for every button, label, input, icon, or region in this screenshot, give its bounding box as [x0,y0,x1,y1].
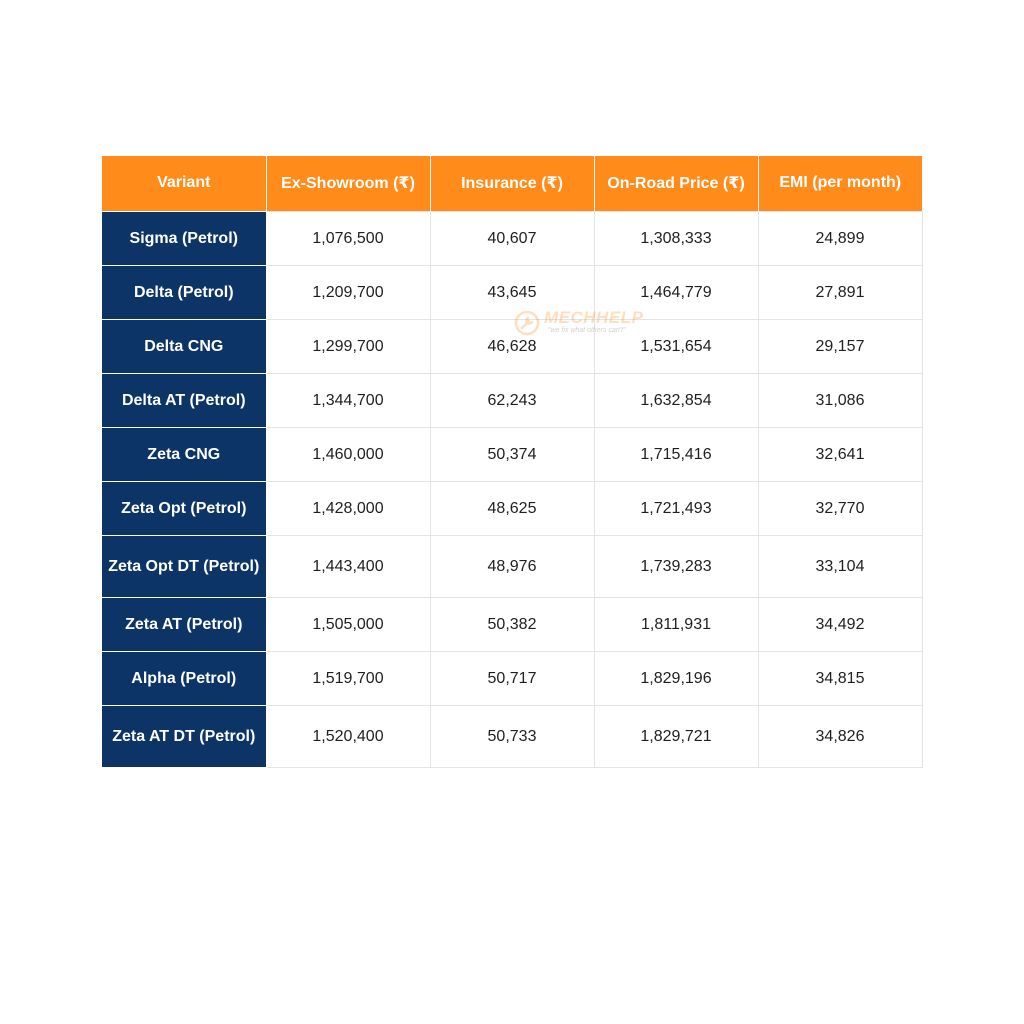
variant-cell: Delta AT (Petrol) [102,373,266,427]
ex-showroom-cell: 1,460,000 [266,427,430,481]
table-row [102,373,922,427]
table-row [102,319,922,373]
ex-showroom-cell: 1,299,700 [266,319,430,373]
insurance-cell: 46,628 [430,319,594,373]
on-road-price-cell: 1,739,283 [594,535,758,597]
table-row [102,427,922,481]
header-insurance: Insurance (₹) [430,156,594,211]
on-road-price-cell: 1,715,416 [594,427,758,481]
on-road-price-cell: 1,829,196 [594,651,758,705]
ex-showroom-cell: 1,076,500 [266,211,430,265]
variant-cell: Zeta Opt (Petrol) [102,481,266,535]
insurance-cell: 43,645 [430,265,594,319]
on-road-price-cell: 1,811,931 [594,597,758,651]
table-row [102,211,922,265]
table-row [102,597,922,651]
table-row [102,265,922,319]
variant-cell: Zeta AT DT (Petrol) [102,705,266,767]
emi-cell: 29,157 [758,319,922,373]
emi-cell: 34,492 [758,597,922,651]
insurance-cell: 50,733 [430,705,594,767]
variant-cell: Zeta CNG [102,427,266,481]
price-table [102,156,923,768]
table-row [102,535,922,597]
emi-cell: 34,815 [758,651,922,705]
insurance-cell: 50,374 [430,427,594,481]
emi-cell: 32,641 [758,427,922,481]
on-road-price-cell: 1,721,493 [594,481,758,535]
emi-cell: 33,104 [758,535,922,597]
header-emi: EMI (per month) [758,156,922,211]
insurance-cell: 50,382 [430,597,594,651]
on-road-price-cell: 1,531,654 [594,319,758,373]
header-row [102,156,922,211]
emi-cell: 31,086 [758,373,922,427]
ex-showroom-cell: 1,443,400 [266,535,430,597]
header-on-road-price: On-Road Price (₹) [594,156,758,211]
ex-showroom-cell: 1,520,400 [266,705,430,767]
variant-cell: Alpha (Petrol) [102,651,266,705]
table-row [102,705,922,767]
emi-cell: 24,899 [758,211,922,265]
table-row [102,651,922,705]
insurance-cell: 48,976 [430,535,594,597]
ex-showroom-cell: 1,209,700 [266,265,430,319]
table-row [102,481,922,535]
variant-cell: Zeta AT (Petrol) [102,597,266,651]
header-ex-showroom: Ex-Showroom (₹) [266,156,430,211]
on-road-price-cell: 1,632,854 [594,373,758,427]
insurance-cell: 40,607 [430,211,594,265]
variant-cell: Delta CNG [102,319,266,373]
on-road-price-cell: 1,829,721 [594,705,758,767]
on-road-price-cell: 1,464,779 [594,265,758,319]
on-road-price-cell: 1,308,333 [594,211,758,265]
variant-cell: Zeta Opt DT (Petrol) [102,535,266,597]
variant-cell: Delta (Petrol) [102,265,266,319]
ex-showroom-cell: 1,344,700 [266,373,430,427]
emi-cell: 32,770 [758,481,922,535]
ex-showroom-cell: 1,519,700 [266,651,430,705]
emi-cell: 27,891 [758,265,922,319]
insurance-cell: 50,717 [430,651,594,705]
header-variant: Variant [102,156,266,211]
ex-showroom-cell: 1,428,000 [266,481,430,535]
variant-cell: Sigma (Petrol) [102,211,266,265]
watermark-brand: MECHHELP [544,308,644,327]
insurance-cell: 48,625 [430,481,594,535]
ex-showroom-cell: 1,505,000 [266,597,430,651]
insurance-cell: 62,243 [430,373,594,427]
watermark-tagline: "we fix what others can't" [548,327,626,334]
emi-cell: 34,826 [758,705,922,767]
